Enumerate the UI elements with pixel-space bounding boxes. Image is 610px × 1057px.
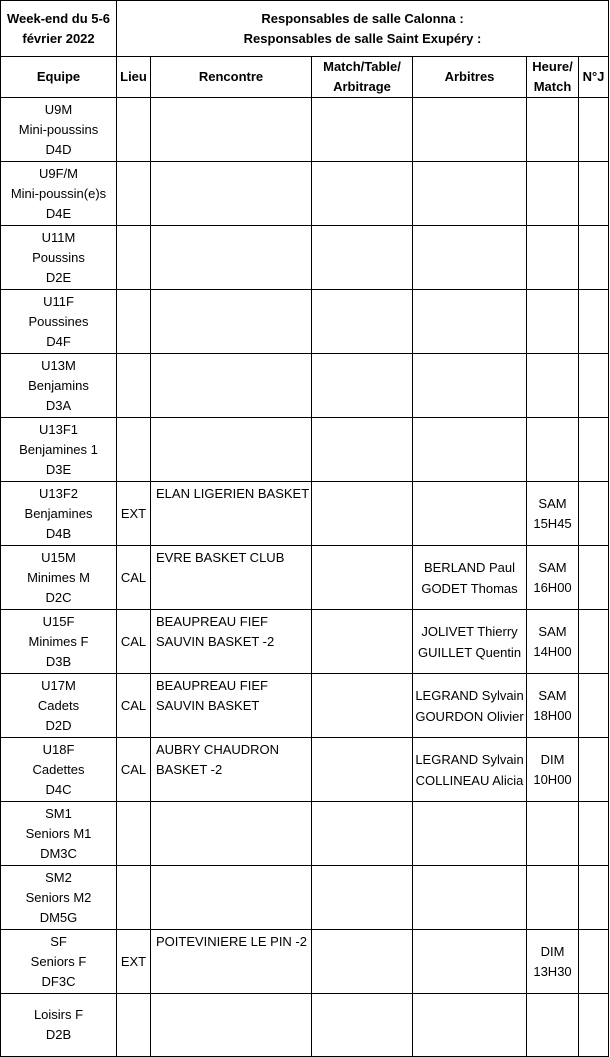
match-table-cell	[312, 354, 413, 418]
team-cell-line: D3B	[45, 653, 72, 669]
rencontre-cell	[151, 610, 312, 674]
col-nj: N°J	[579, 57, 609, 98]
team-cell	[1, 738, 117, 802]
heure-cell	[527, 994, 579, 1057]
rencontre-cell-line: BASKET -2	[156, 762, 223, 777]
nj-cell	[579, 610, 609, 674]
team-cell-line: D4C	[45, 781, 72, 797]
team-cell-line: Seniors F	[30, 953, 87, 969]
nj-cell	[579, 674, 609, 738]
rencontre-cell-line: POITEVINIERE LE PIN -2	[156, 934, 307, 949]
team-cell	[1, 930, 117, 994]
heure-cell	[527, 546, 579, 610]
match-table-cell	[312, 994, 413, 1057]
col-match-line-1: Match/Table/	[323, 59, 401, 74]
heure-cell-line: 14H00	[533, 643, 572, 659]
arbitres-cell	[413, 354, 527, 418]
arbitres-cell	[413, 738, 527, 802]
team-cell	[1, 674, 117, 738]
resp-saint-exupery: Responsables de salle Saint Exupéry :	[243, 30, 482, 46]
arbitres-cell-line: JOLIVET Thierry	[421, 623, 518, 639]
heure-cell	[527, 930, 579, 994]
rencontre-cell	[151, 98, 312, 162]
lieu-cell	[117, 98, 151, 162]
arbitres-cell	[413, 610, 527, 674]
heure-cell	[527, 610, 579, 674]
team-cell-line: D2B	[45, 1027, 72, 1042]
arbitres-cell	[413, 802, 527, 866]
team-cell-line: D4D	[45, 141, 72, 157]
nj-cell	[579, 290, 609, 354]
team-cell	[1, 354, 117, 418]
team-cell-line: U9M	[44, 101, 73, 117]
team-cell-line: D2C	[45, 589, 72, 605]
lieu-cell	[117, 802, 151, 866]
lieu-cell: EXT	[117, 930, 151, 994]
team-cell-line: D4F	[46, 333, 71, 349]
responsables-cell	[117, 1, 609, 57]
team-cell	[1, 418, 117, 482]
arbitres-cell-line: LEGRAND Sylvain	[415, 687, 524, 703]
team-cell-line: U9F/M	[39, 165, 78, 181]
match-table-cell	[312, 482, 413, 546]
match-table-cell	[312, 546, 413, 610]
match-table-cell	[312, 226, 413, 290]
heure-cell	[527, 802, 579, 866]
rencontre-cell	[151, 546, 312, 610]
rencontre-cell-line: AUBRY CHAUDRON	[156, 742, 280, 757]
match-table-cell	[312, 418, 413, 482]
lieu-cell	[117, 162, 151, 226]
nj-cell	[579, 354, 609, 418]
team-cell-line: D4B	[45, 525, 72, 541]
team-cell-line: Loisirs F	[33, 1007, 84, 1022]
match-table-cell	[312, 98, 413, 162]
table-row	[1, 674, 609, 738]
team-cell-line: U13F2	[38, 485, 79, 501]
weekend-line-2: février 2022	[22, 30, 95, 46]
rencontre-cell-line: ELAN LIGERIEN BASKET	[156, 486, 310, 501]
lieu-cell: CAL	[117, 674, 151, 738]
rencontre-cell	[151, 162, 312, 226]
team-cell-line: U11M	[41, 229, 76, 245]
lieu-cell	[117, 354, 151, 418]
heure-cell-line: DIM	[540, 943, 565, 959]
heure-cell-line: 10H00	[533, 771, 572, 787]
team-cell-line: Poussines	[28, 313, 89, 329]
table-row	[1, 546, 609, 610]
heure-cell	[527, 226, 579, 290]
arbitres-cell	[413, 418, 527, 482]
team-cell	[1, 226, 117, 290]
team-cell	[1, 546, 117, 610]
arbitres-cell-line: GUILLET Quentin	[417, 644, 522, 660]
team-cell	[1, 98, 117, 162]
heure-cell	[527, 482, 579, 546]
arbitres-cell	[413, 994, 527, 1057]
team-cell-line: D2D	[45, 717, 72, 733]
heure-cell-line: 16H00	[533, 579, 572, 595]
rencontre-cell	[151, 994, 312, 1057]
col-arbitres: Arbitres	[413, 57, 527, 98]
table-row	[1, 866, 609, 930]
arbitres-cell-line: BERLAND Paul	[423, 559, 516, 575]
team-cell-line: Benjamines	[24, 505, 93, 521]
match-table-cell	[312, 930, 413, 994]
table-row	[1, 418, 609, 482]
team-cell-line: DM3C	[40, 845, 77, 861]
heure-cell	[527, 418, 579, 482]
table-row	[1, 354, 609, 418]
team-cell-line: Cadets	[37, 697, 80, 713]
team-cell-line: Minimes F	[28, 633, 89, 649]
nj-cell	[579, 98, 609, 162]
rencontre-cell-line: SAUVIN BASKET -2	[156, 634, 275, 649]
rencontre-cell-line: BEAUPREAU FIEF	[156, 678, 268, 693]
team-cell	[1, 610, 117, 674]
team-cell	[1, 482, 117, 546]
team-cell-line: D3A	[45, 397, 72, 413]
resp-calonna: Responsables de salle Calonna :	[261, 10, 464, 26]
team-cell-line: D3E	[45, 461, 72, 477]
heure-cell-line: DIM	[540, 751, 565, 767]
match-table-cell	[312, 866, 413, 930]
heure-cell-line: SAM	[538, 559, 567, 575]
arbitres-cell	[413, 866, 527, 930]
arbitres-cell-line: GODET Thomas	[421, 580, 518, 596]
table-row	[1, 610, 609, 674]
rencontre-cell	[151, 418, 312, 482]
rencontre-cell-line: EVRE BASKET CLUB	[156, 550, 285, 565]
team-cell-line: Minimes M	[27, 569, 90, 585]
arbitres-cell	[413, 162, 527, 226]
col-match-line-2: Arbitrage	[333, 79, 391, 94]
arbitres-cell-line: GOURDON Olivier	[415, 708, 524, 724]
lieu-cell: CAL	[117, 546, 151, 610]
rencontre-cell	[151, 226, 312, 290]
table-row	[1, 290, 609, 354]
team-cell-line: U15F	[42, 613, 75, 629]
nj-cell	[579, 546, 609, 610]
nj-cell	[579, 482, 609, 546]
match-table-cell	[312, 610, 413, 674]
arbitres-cell	[413, 674, 527, 738]
heure-cell	[527, 98, 579, 162]
team-cell-line: Seniors M2	[25, 889, 92, 905]
team-cell-line: U15M	[41, 549, 76, 565]
heure-cell	[527, 290, 579, 354]
lieu-cell	[117, 866, 151, 930]
team-cell-line: Mini-poussins	[18, 121, 99, 137]
match-table-cell	[312, 290, 413, 354]
nj-cell	[579, 994, 609, 1057]
lieu-cell: CAL	[117, 610, 151, 674]
rencontre-cell	[151, 930, 312, 994]
col-heure	[527, 57, 579, 98]
match-table-cell	[312, 738, 413, 802]
match-table-cell	[312, 162, 413, 226]
weekend-line-1: Week-end du 5-6	[6, 10, 111, 26]
table-row	[1, 162, 609, 226]
arbitres-cell-line: LEGRAND Sylvain	[415, 751, 524, 767]
table-row	[1, 802, 609, 866]
rencontre-cell-line: SAUVIN BASKET	[156, 698, 260, 713]
match-table-cell	[312, 802, 413, 866]
team-cell	[1, 994, 117, 1057]
col-match	[312, 57, 413, 98]
team-cell-line: U13F1	[38, 421, 79, 437]
team-cell-line: U11F	[43, 293, 74, 309]
team-cell-line: U13M	[41, 357, 76, 373]
rencontre-cell	[151, 290, 312, 354]
nj-cell	[579, 866, 609, 930]
team-cell-line: D4E	[45, 205, 72, 221]
arbitres-cell	[413, 226, 527, 290]
team-cell-line: Poussins	[32, 249, 85, 265]
team-cell-line: DF3C	[41, 973, 76, 989]
team-cell-line: Benjamines 1	[19, 441, 98, 457]
arbitres-cell	[413, 482, 527, 546]
nj-cell	[579, 162, 609, 226]
rencontre-cell	[151, 802, 312, 866]
heure-cell	[527, 354, 579, 418]
col-heure-line-2: Match	[533, 79, 572, 94]
heure-cell	[527, 866, 579, 930]
heure-cell-line: 13H30	[533, 963, 572, 979]
heure-cell	[527, 738, 579, 802]
heure-cell-line: 18H00	[533, 707, 572, 723]
team-cell-line: Benjamins	[28, 377, 89, 393]
weekend-cell	[1, 1, 117, 57]
lieu-cell: EXT	[117, 482, 151, 546]
rencontre-cell	[151, 738, 312, 802]
lieu-cell: CAL	[117, 738, 151, 802]
team-cell	[1, 802, 117, 866]
rencontre-cell	[151, 866, 312, 930]
heure-cell-line: SAM	[538, 495, 567, 511]
heure-cell-line: SAM	[538, 687, 567, 703]
lieu-cell	[117, 418, 151, 482]
team-cell-line: Seniors M1	[25, 825, 92, 841]
team-cell-line: U18F	[42, 741, 75, 757]
team-cell-line: D2E	[45, 269, 72, 285]
lieu-cell	[117, 226, 151, 290]
match-table-cell	[312, 674, 413, 738]
heure-cell-line: SAM	[538, 623, 567, 639]
heure-cell	[527, 674, 579, 738]
col-heure-line-1: Heure/	[532, 59, 573, 74]
rencontre-cell	[151, 354, 312, 418]
rencontre-cell	[151, 482, 312, 546]
table-row	[1, 738, 609, 802]
col-lieu: Lieu	[117, 57, 151, 98]
nj-cell	[579, 802, 609, 866]
team-cell	[1, 162, 117, 226]
col-rencontre: Rencontre	[151, 57, 312, 98]
rencontre-cell	[151, 674, 312, 738]
col-equipe: Equipe	[1, 57, 117, 98]
team-cell	[1, 866, 117, 930]
team-cell-line: DM5G	[39, 909, 78, 925]
nj-cell	[579, 226, 609, 290]
lieu-cell	[117, 994, 151, 1057]
rencontre-cell-line: BEAUPREAU FIEF	[156, 614, 268, 629]
team-cell-line: Cadettes	[32, 761, 85, 777]
nj-cell	[579, 418, 609, 482]
team-cell-line: Mini-poussin(e)s	[10, 185, 107, 201]
table-row	[1, 930, 609, 994]
arbitres-cell	[413, 546, 527, 610]
table-row	[1, 994, 609, 1057]
table-row	[1, 482, 609, 546]
team-cell-line: U17M	[41, 677, 76, 693]
team-cell	[1, 290, 117, 354]
arbitres-cell	[413, 290, 527, 354]
heure-cell	[527, 162, 579, 226]
arbitres-cell-line: COLLINEAU Alicia	[415, 772, 524, 788]
table-row	[1, 98, 609, 162]
arbitres-cell	[413, 98, 527, 162]
team-cell-line: SM2	[45, 869, 72, 885]
table-row	[1, 226, 609, 290]
nj-cell	[579, 738, 609, 802]
lieu-cell	[117, 290, 151, 354]
heure-cell-line: 15H45	[533, 515, 572, 531]
team-cell-line: SF	[50, 933, 67, 949]
nj-cell	[579, 930, 609, 994]
arbitres-cell	[413, 930, 527, 994]
team-cell-line: SM1	[45, 805, 72, 821]
